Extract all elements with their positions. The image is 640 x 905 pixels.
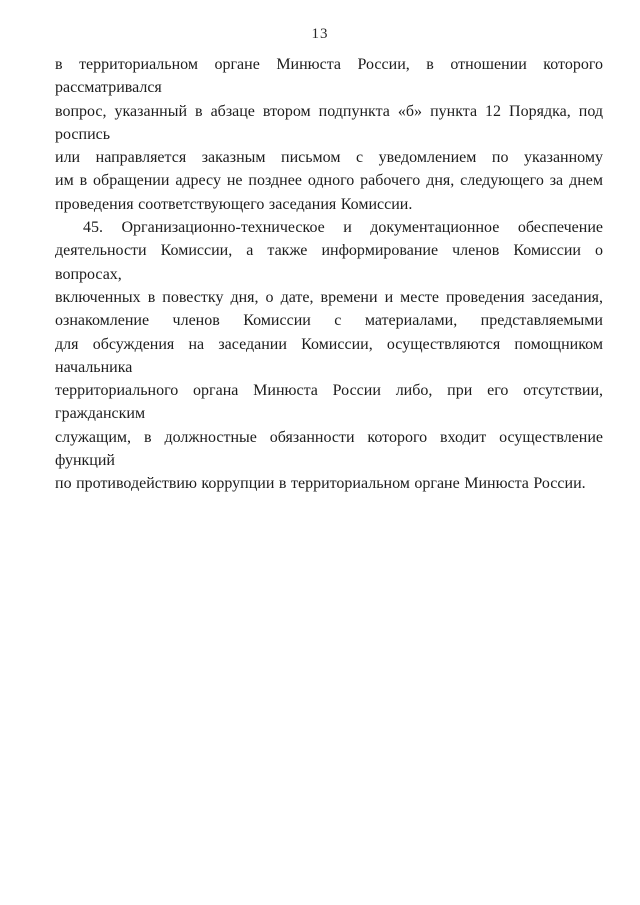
text-line: для обсуждения на заседании Комиссии, осуществляются помощником начальника [55, 335, 603, 376]
paragraph [55, 53, 603, 216]
text-line: в территориальном органе Минюста России, в отношении которого рассматривался [55, 56, 603, 97]
text-line: деятельности Комиссии, а также информирование членов Комиссии о вопросах, [55, 242, 603, 283]
text-line: им в обращении адресу не позднее одного рабочего дня, следующего за днем [55, 172, 603, 190]
paragraph [55, 216, 603, 496]
text-line: территориального органа Минюста России либо, при его отсутствии, гражданским [55, 382, 603, 423]
text-line: или направляется заказным письмом с уведомлением по указанному [55, 149, 603, 167]
text-line: 45. Организационно-техническое и документационное обеспечение [83, 219, 603, 237]
text-line: проведения соответствующего заседания Комиссии. [55, 195, 413, 213]
text-line: ознакомление членов Комиссии с материалами, представляемыми [55, 312, 603, 330]
document-body [55, 53, 603, 496]
text-line: по противодействию коррупции в территориальном органе Минюста России. [55, 475, 586, 493]
page-number: 13 [311, 26, 329, 42]
text-line: включенных в повестку дня, о дате, времени и месте проведения заседания, [55, 288, 603, 306]
text-line: служащим, в должностные обязанности которого входит осуществление функций [55, 428, 603, 470]
text-line: вопрос, указанный в абзаце втором подпункта «б» пункта 12 Порядка, под роспись [55, 102, 603, 143]
